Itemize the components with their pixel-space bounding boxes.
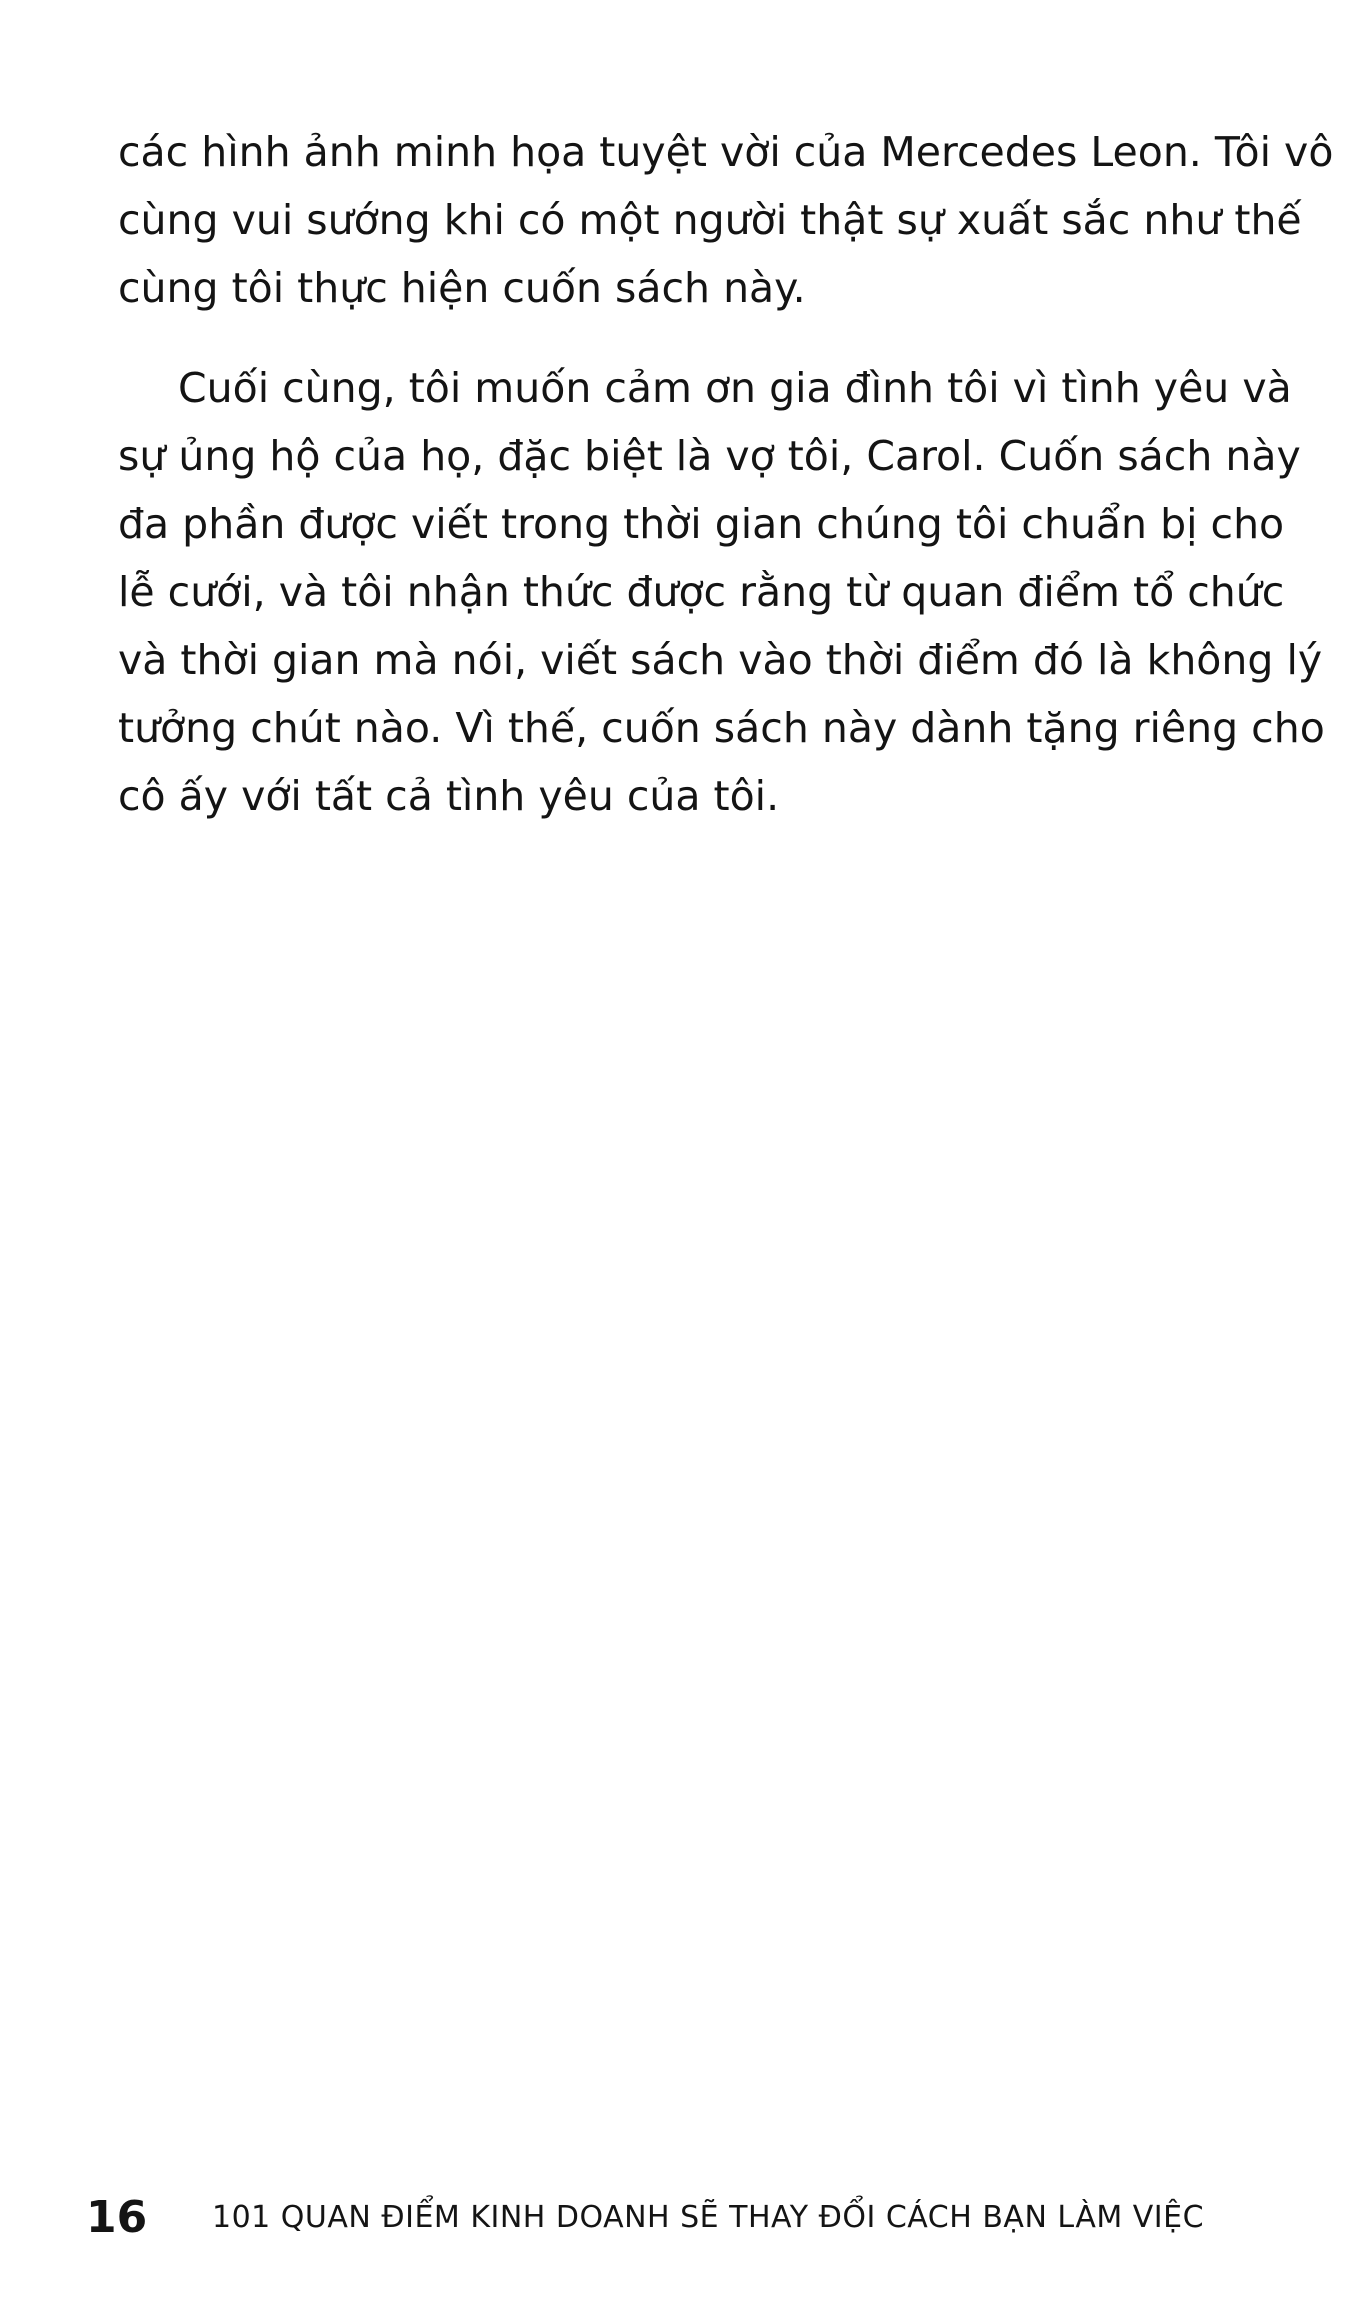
- text-line: tưởng chút nào. Vì thế, cuốn sách này dành tặng riêng cho: [118, 704, 1325, 752]
- page-number: 16: [86, 2192, 148, 2243]
- text-line: Cuối cùng, tôi muốn cảm ơn gia đình tôi vì tình yêu và: [178, 364, 1292, 412]
- text-line: cùng tôi thực hiện cuốn sách này.: [118, 264, 806, 312]
- paragraph-acknowledgement-illustrations: [118, 118, 1334, 322]
- text-line: sự ủng hộ của họ, đặc biệt là vợ tôi, Carol. Cuốn sách này: [118, 432, 1301, 480]
- text-line: các hình ảnh minh họa tuyệt vời của Mercedes Leon. Tôi vô: [118, 128, 1334, 176]
- running-title: 101 QUAN ĐIỂM KINH DOANH SẼ THAY ĐỔI CÁCH BẠN LÀM VIỆC: [212, 2200, 1205, 2235]
- text-line: cô ấy với tất cả tình yêu của tôi.: [118, 772, 780, 820]
- text-line: đa phần được viết trong thời gian chúng tôi chuẩn bị cho: [118, 500, 1285, 548]
- page-footer: [86, 2188, 1236, 2248]
- paragraph-acknowledgement-family: [118, 354, 1325, 830]
- text-line: lễ cưới, và tôi nhận thức được rằng từ quan điểm tổ chức: [118, 568, 1285, 616]
- text-line: cùng vui sướng khi có một người thật sự xuất sắc như thế: [118, 196, 1302, 244]
- text-line: và thời gian mà nói, viết sách vào thời điểm đó là không lý: [118, 636, 1323, 684]
